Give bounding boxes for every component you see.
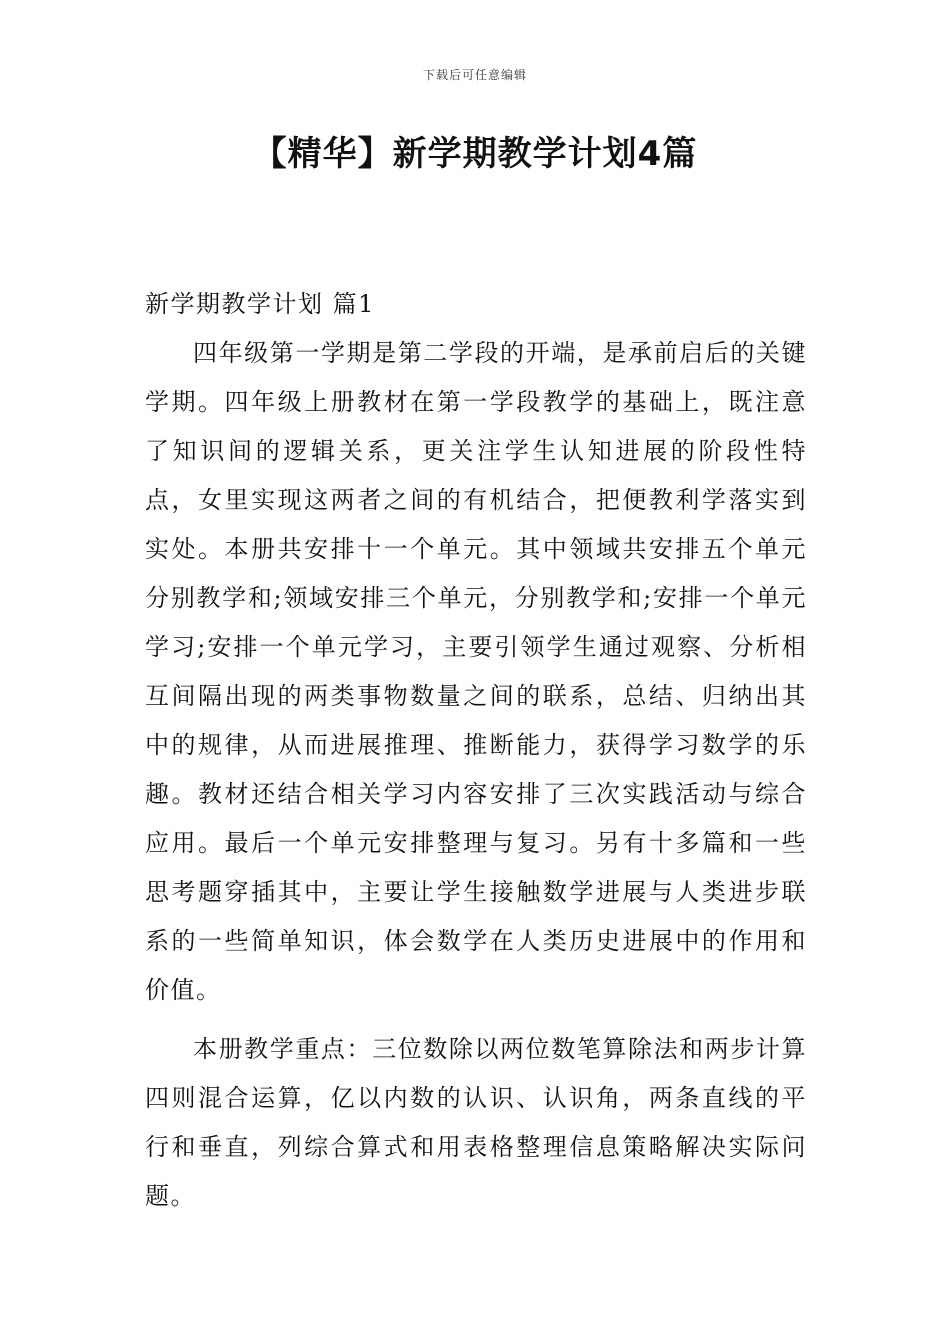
paragraph-key-points: 本册教学重点：三位数除以两位数笔算除法和两步计算四则混合运算，亿以内数的认识、认识角，两条直线的平行和垂直，列综合算式和用表格整理信息策略解决实际问题。: [145, 1035, 807, 1210]
paragraph-intro: 四年级第一学期是第二学段的开端，是承前启后的关键学期。四年级上册教材在第一学段教学的基础上，既注意了知识间的逻辑关系，更关注学生认知进展的阶段性特点，女里实现这两者之间的有机结合，把便教利学落实到实处。本册共安排十一个单元。其中领域共安排五个单元分别教学和;领域安排三个单元，分别教学和;安排一个单元学习;安排一个单元学习，主要引领学生通过观察、分析相互间隔出现的两类事物数量之间的联系，总结、归纳出其中的规律，从而进展推理、推断能力，获得学习数学的乐趣。教材还结合相关学习内容安排了三次实践活动与综合应用。最后一个单元安排整理与复习。另有十多篇和一些思考题穿插其中，主要让学生接触数学进展与人类进步联系的一些简单知识，体会数学在人类历史进展中的作用和价值。: [145, 339, 807, 1004]
section-heading: 新学期教学计划 篇1: [145, 290, 375, 318]
document-body: [145, 280, 807, 1221]
header-note: 下载后可任意编辑: [422, 68, 527, 82]
document-title: 【精华】新学期教学计划4篇: [252, 134, 698, 174]
